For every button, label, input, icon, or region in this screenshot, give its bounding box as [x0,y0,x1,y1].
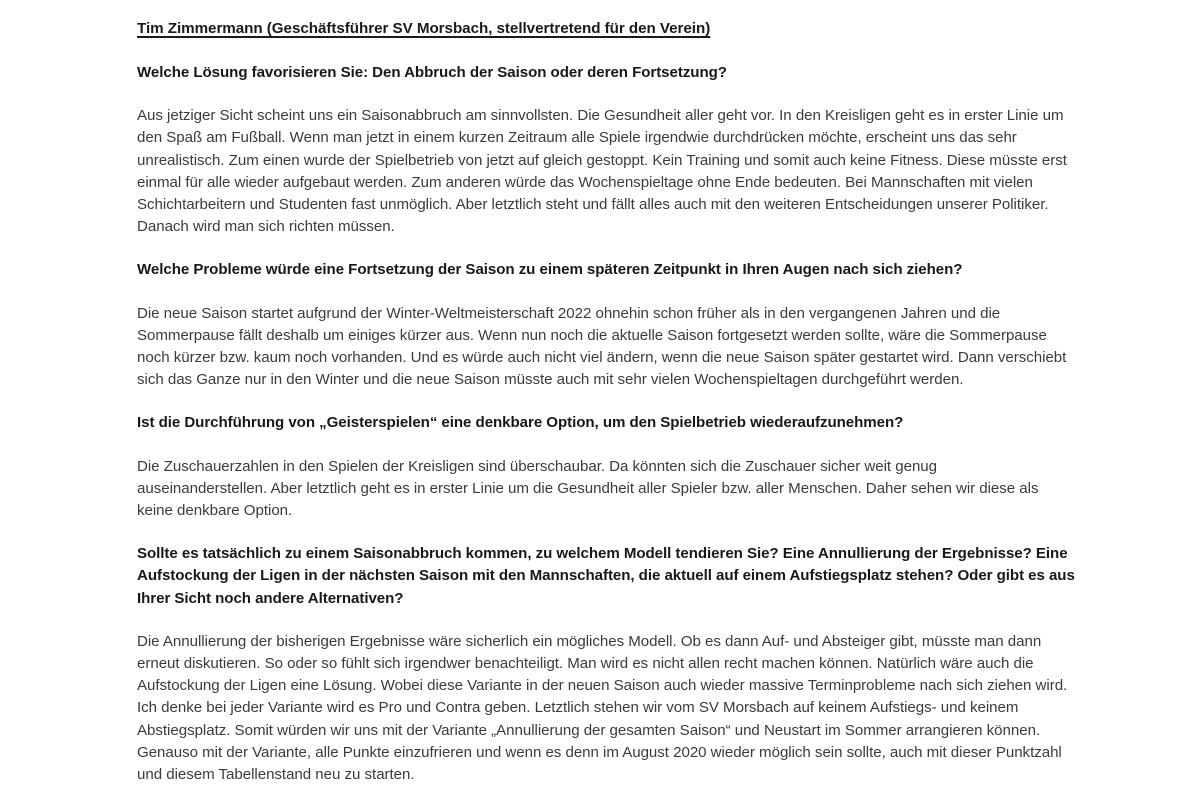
answer-paragraph-1: Aus jetziger Sicht scheint uns ein Saisonabbruch am sinnvollsten. Die Gesundheit aller geht vor. In den Kreisligen geht es in erster Linie um den Spaß am Fußball. Wenn man jetzt in einem kurzen Zeitraum alle Spiele irgendwie durchdrücken möchte, erscheint uns das sehr unrealistisch. Zum einen wurde der Spielbetrieb von jetzt auf gleich gestoppt. Kein Training und somit auch keine Fitness. Diese müsste erst einmal für alle wieder aufgebaut werden. Zum anderen würde das Wochenspieltage ohne Ende bedeuten. Bei Mannschaften mit vielen Schichtarbeitern und Studenten fast unmöglich. Aber letztlich steht und fällt alles auch mit den weiteren Entscheidungen unserer Politiker. Danach wird man sich richten müssen. [137,107,1067,236]
qa-block-1 [137,62,1067,238]
question-heading-2: Welche Probleme würde eine Fortsetzung der Saison zu einem späteren Zeitpunkt in Ihren Augen nach sich ziehen? [137,261,963,279]
interviewee-heading: Tim Zimmermann (Geschäftsführer SV Morsbach, stellvertretend für den Verein) [137,20,711,37]
answer-paragraph-2: Die neue Saison startet aufgrund der Winter-Weltmeisterschaft 2022 ohnehin schon früher als in den vergangenen Jahren und die Sommerpause fällt deshalb um einiges kürzer aus. Wenn nun noch die aktuelle Saison fortgesetzt werden sollte, wäre die Sommerpause noch kürzer bzw. kaum noch vorhanden. Und es würde auch nicht viel ändern, wenn die neue Saison später gestartet wird. Dann verschiebt sich das Ganze nur in den Winter und die neue Saison müsste auch mit sehr vielen Wochenspieltagen durchgeführt werden. [137,304,1067,389]
qa-block-4 [137,543,1075,786]
question-heading-3: Ist die Durchführung von „Geisterspielen“ eine denkbare Option, um den Spielbetrieb wiederaufzunehmen? [137,414,904,432]
question-heading-4: Sollte es tatsächlich zu einem Saisonabbruch kommen, zu welchem Modell tendieren Sie? Eine Annullierung der Ergebnisse? Eine Aufstockung der Ligen in der nächsten Saison mit den Mannschaften, die aktuell auf einem Aufstiegsplatz stehen? Oder gibt es aus Ihrer Sicht noch andere Alternativen? [137,545,1075,607]
qa-block-3 [137,412,1067,522]
document-body [137,18,1075,786]
qa-block-2 [137,259,1067,391]
question-heading-1: Welche Lösung favorisieren Sie: Den Abbruch der Saison oder deren Fortsetzung? [137,64,727,81]
answer-paragraph-4: Die Annullierung der bisherigen Ergebnisse wäre sicherlich ein mögliches Modell. Ob es dann Auf- und Absteiger gibt, müsste man dann erneut diskutieren. So oder so fühlt sich irgendwer benachteiligt. Man wird es nicht allen recht machen können. Natürlich wäre auch die Aufstockung der Ligen eine Lösung. Wobei diese Variante in der neuen Saison auch wieder massive Terminprobleme nach sich ziehen wird. Ich denke bei jeder Variante wird es Pro und Contra geben. Letztlich stehen wir vom SV Morsbach auf keinem Aufstiegs- und keinem Abstiegsplatz. Somit würden wir uns mit der Variante „Annullierung der gesamten Saison“ und Neustart im Sommer arrangieren können. Genauso mit der Variante, alle Punkte einzufrieren und wenn es denn im August 2020 wieder möglich sein sollte, auch mit dieser Punktzahl und diesem Tabellenstand neu zu starten. [137,632,1068,784]
answer-paragraph-3: Die Zuschauerzahlen in den Spielen der Kreisligen sind überschaubar. Da könnten sich die Zuschauer sicher weit genug auseinanderstellen. Aber letztlich geht es in erster Linie um die Gesundheit aller Spieler bzw. aller Menschen. Daher sehen wir diese als keine denkbare Option. [137,457,1039,520]
